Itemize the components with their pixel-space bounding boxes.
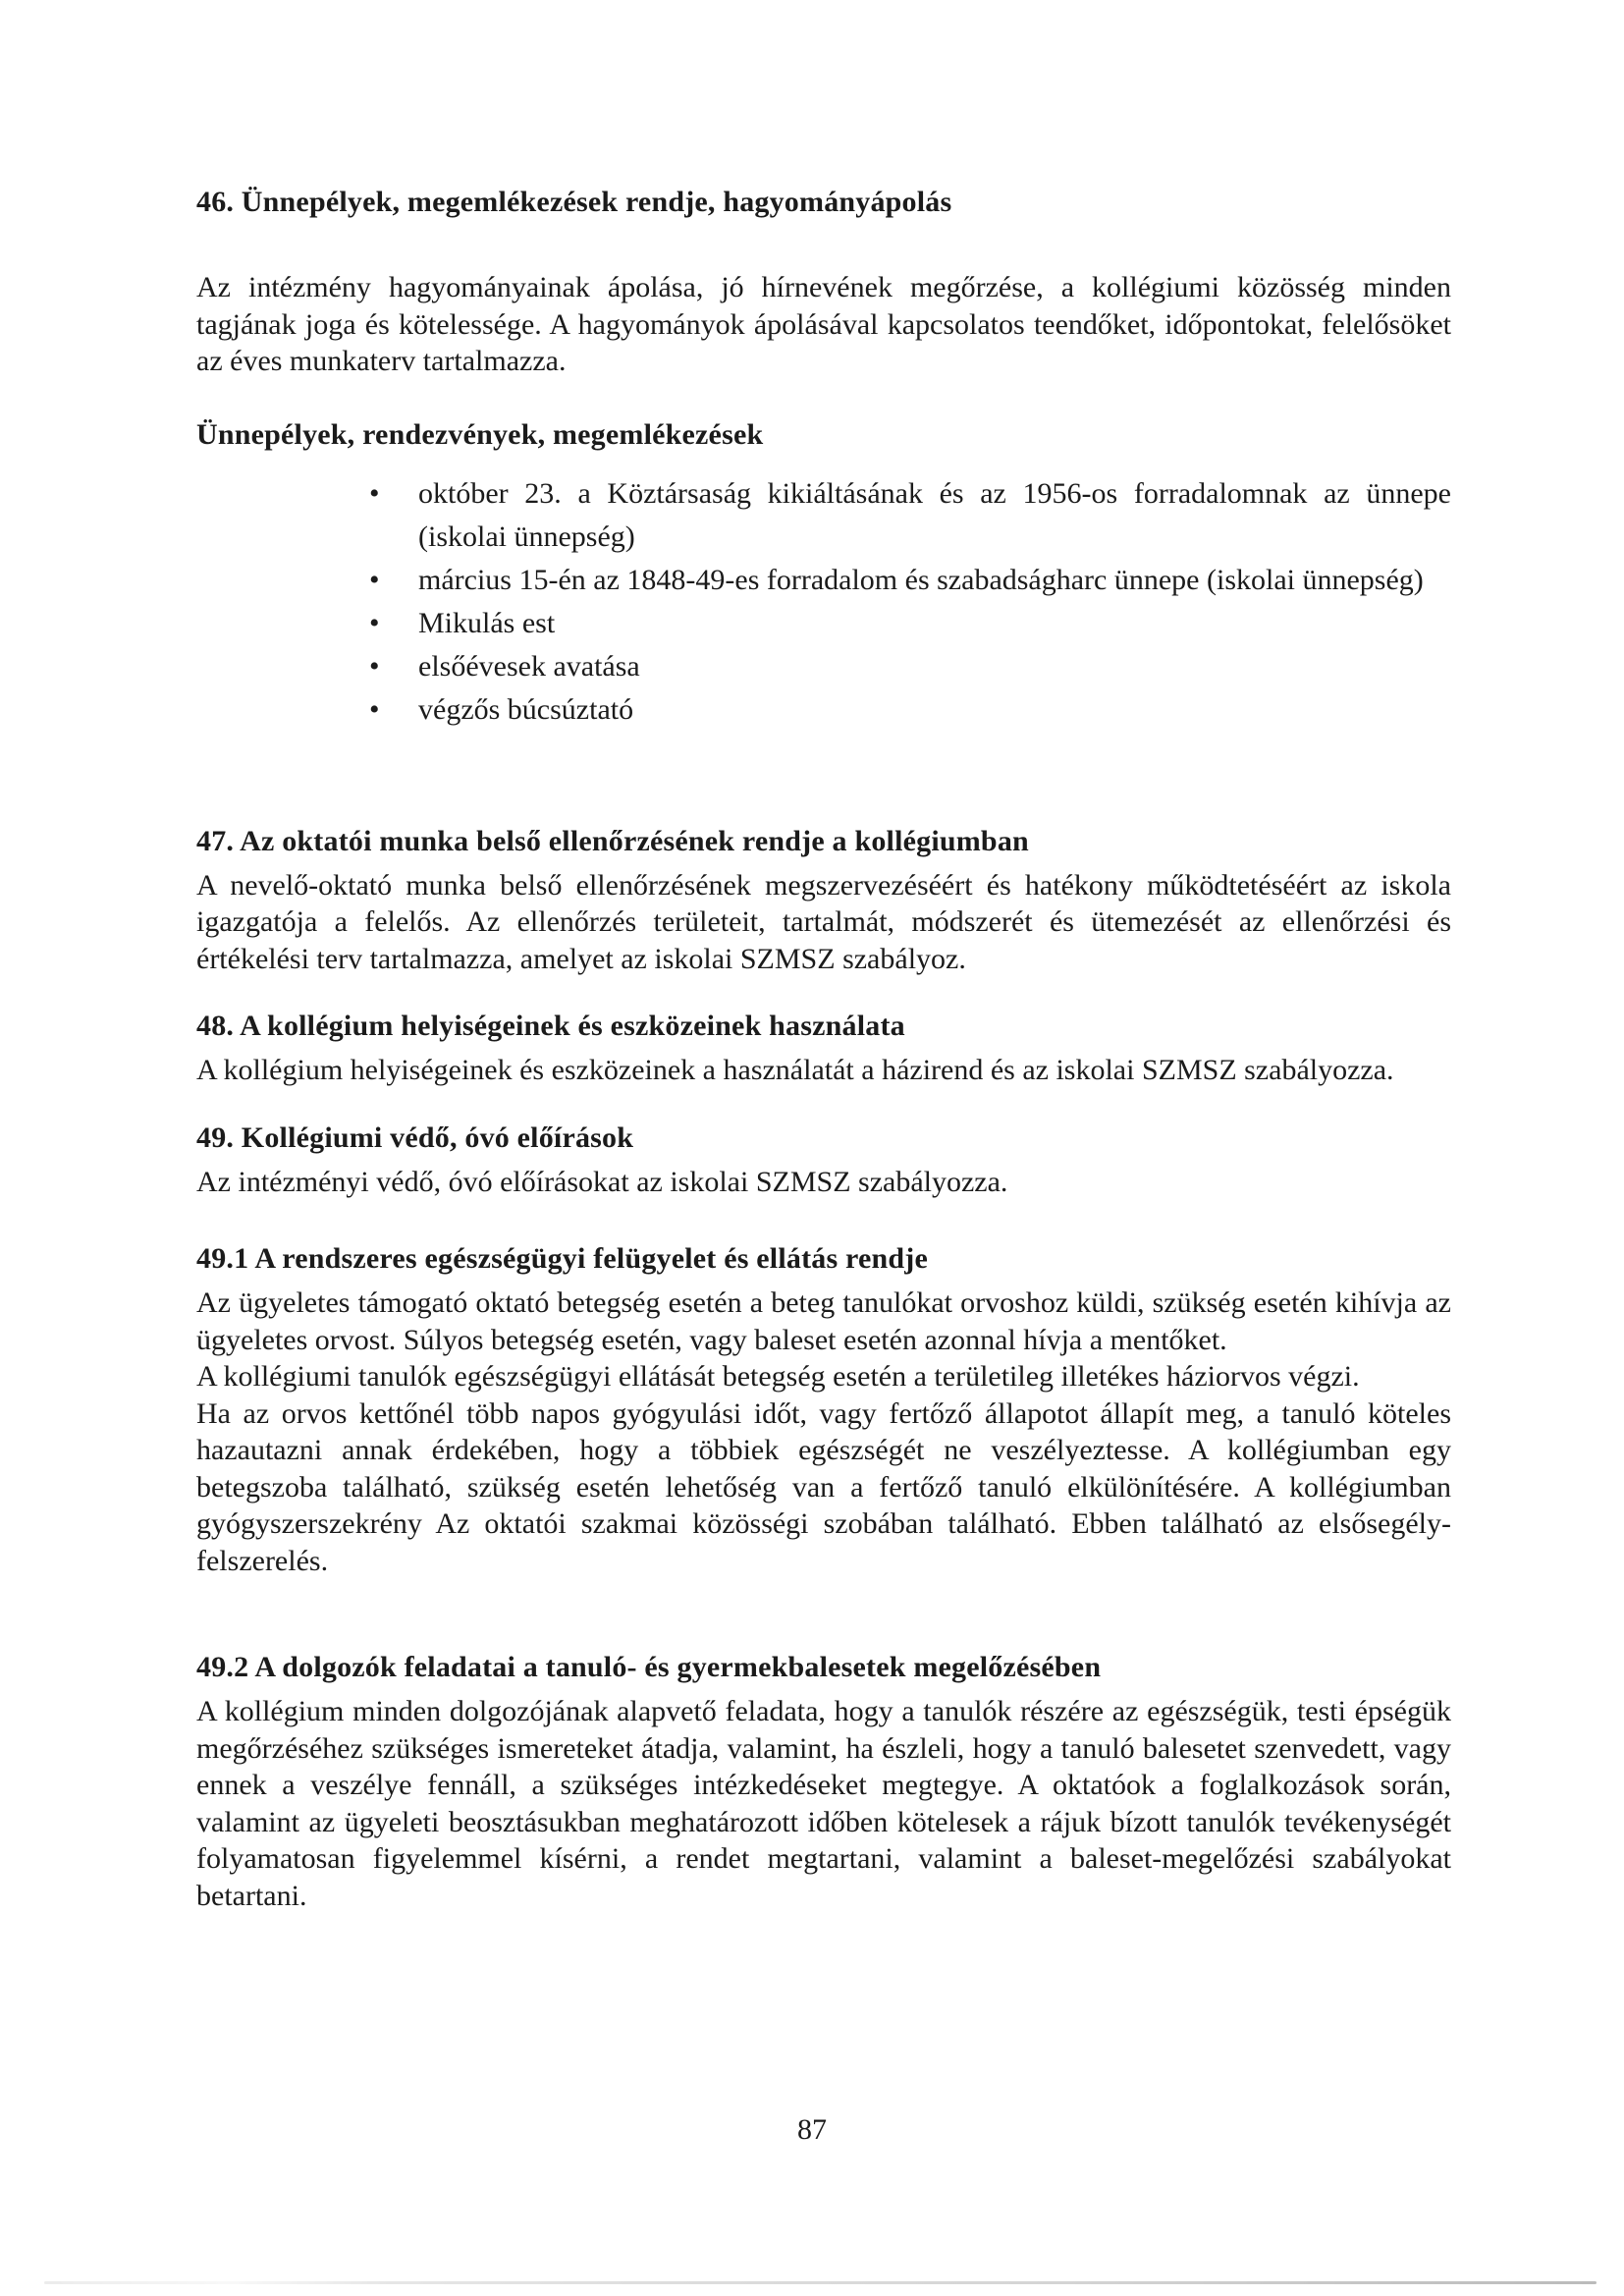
list-item: • március 15-én az 1848-49-es forradalom és szabadságharc ünnepe (iskolai ünnepség)	[418, 559, 1451, 602]
scan-edge-artifact	[44, 2281, 1597, 2284]
section-49-paragraph: Az intézményi védő, óvó előírásokat az iskolai SZMSZ szabályozza.	[196, 1165, 1008, 1198]
page-number: 87	[797, 2113, 827, 2146]
events-list	[196, 472, 1451, 732]
section-49-1-paragraph: A kollégiumi tanulók egészségügyi ellátását betegség esetén a területileg illetékes háziorvos végzi.	[196, 1360, 1360, 1393]
section-48-heading: 48. A kollégium helyiségeinek és eszközeinek használata	[196, 1010, 905, 1042]
list-item: • október 23. a Köztársaság kikiáltásának és az 1956-os forradalomnak az ünnepe (iskolai ünnepség)	[418, 472, 1451, 559]
list-item: • Mikulás est	[418, 602, 1451, 645]
section-47-heading: 47. Az oktatói munka belső ellenőrzésének rendje a kollégiumban	[196, 824, 1029, 857]
events-subheading: Ünnepélyek, rendezvények, megemlékezések	[196, 417, 764, 451]
list-item: • elsőévesek avatása	[418, 645, 1451, 688]
section-49-1-paragraph: Az ügyeletes támogató oktató betegség esetén a beteg tanulókat orvoshoz küldi, szükség esetén kihívja az ügyeletes orvost. Súlyos betegség esetén, vagy baleset esetén azonnal hívja a mentőket.	[196, 1286, 1451, 1356]
section-46-paragraph: Az intézmény hagyományainak ápolása, jó hírnevének megőrzése, a kollégiumi közösség minden tagjának joga és kötelessége. A hagyományok ápolásával kapcsolatos teendőket, időpontokat, felelősöket az éves munkaterv tartalmazza.	[196, 271, 1451, 377]
section-46-heading: 46. Ünnepélyek, megemlékezések rendje, hagyományápolás	[196, 186, 952, 218]
section-49-heading: 49. Kollégiumi védő, óvó előírások	[196, 1121, 634, 1154]
section-49-1-heading: 49.1 A rendszeres egészségügyi felügyelet és ellátás rendje	[196, 1242, 928, 1275]
section-49-1-paragraph: Ha az orvos kettőnél több napos gyógyulási időt, vagy fertőző állapotot állapít meg, a tanuló köteles hazautazni annak érdekében, hogy a többiek egészségét ne veszélyeztesse. A kollégiumban egy betegszoba található, szükség esetén lehetőség van a fertőző tanuló elkülönítésére. A kollégiumban gyógyszerszekrény Az oktatói szakmai közösségi szobában található. Ebben található az elsősegély-felszerelés.	[196, 1396, 1451, 1577]
section-49-2-paragraph: A kollégium minden dolgozójának alapvető feladata, hogy a tanulók részére az egészségük, testi épségük megőrzéséhez szükséges ismereteket átadja, valamint, ha észleli, hogy a tanuló balesetet szenvedett, vagy ennek a veszélye fennáll, a szükséges intézkedéseket megtegye. A oktatóok a foglalkozások során, valamint az ügyeleti beosztásukban meghatározott időben kötelesek a rájuk bízott tanulók tevékenységét folyamatosan figyelemmel kísérni, a rendet megtartani, valamint a baleset-megelőzési szabályokat betartani.	[196, 1695, 1451, 1912]
list-item: • végzős búcsúztató	[418, 688, 1451, 732]
section-48-paragraph: A kollégium helyiségeinek és eszközeinek a használatát a házirend és az iskolai SZMSZ szabályozza.	[196, 1054, 1394, 1086]
section-47-paragraph: A nevelő-oktató munka belső ellenőrzésének megszervezéséért és hatékony működtetéséért az iskola igazgatója a felelős. Az ellenőrzés területeit, tartalmát, módszerét és ütemezését az ellenőrzési és értékelési terv tartalmazza, amelyet az iskolai SZMSZ szabályoz.	[196, 868, 1451, 975]
section-49-2-heading: 49.2 A dolgozók feladatai a tanuló- és gyermekbalesetek megelőzésében	[196, 1651, 1102, 1683]
